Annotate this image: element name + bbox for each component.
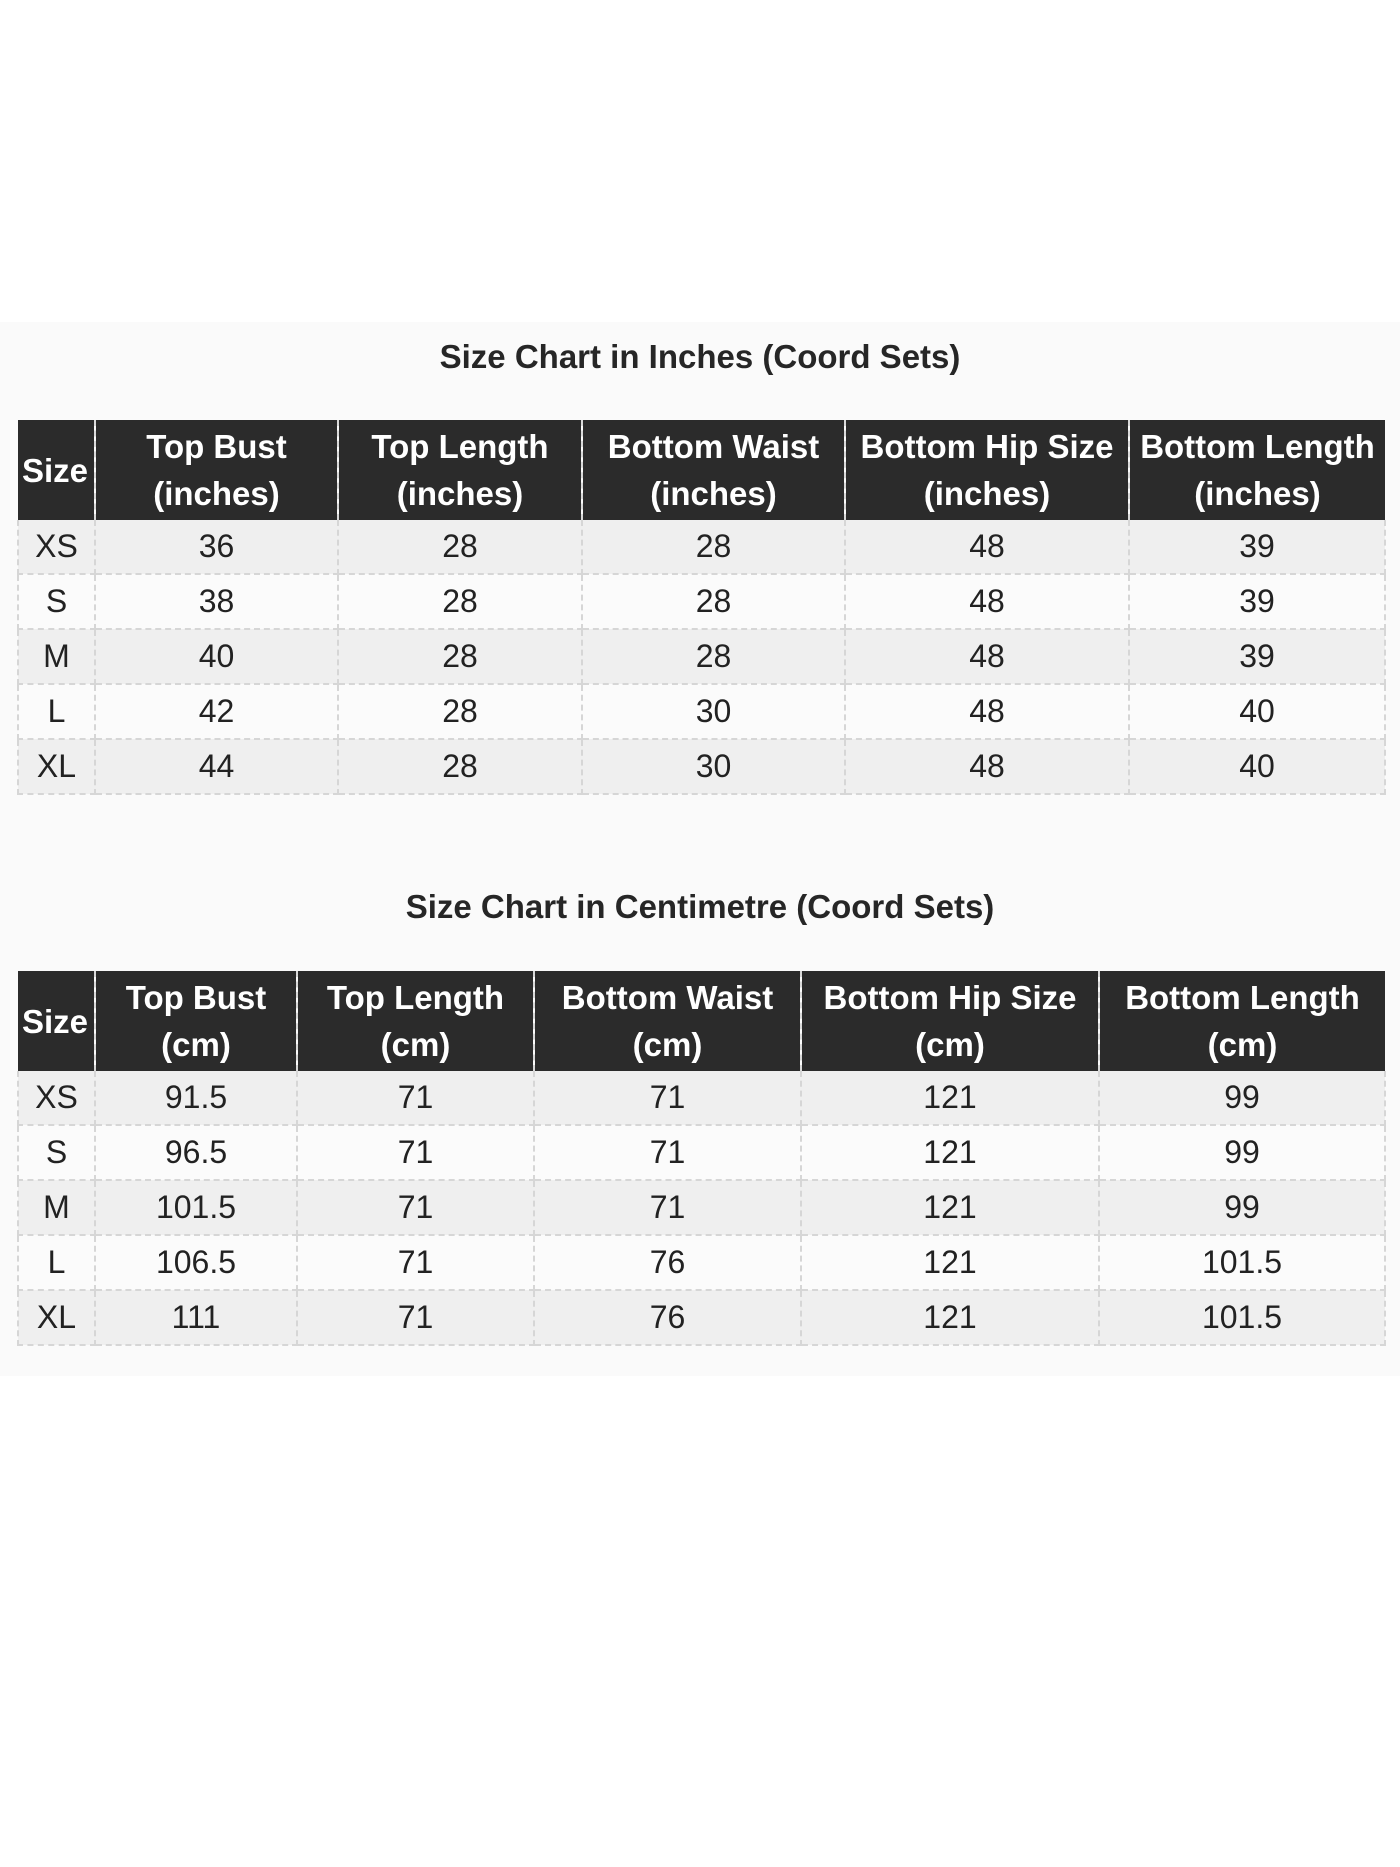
measurement-cell: 48 (845, 739, 1129, 794)
measurement-cell: 40 (1129, 739, 1385, 794)
table-row (18, 629, 1385, 684)
size-cell: L (18, 684, 95, 739)
size-cell: S (18, 574, 95, 629)
measurement-cell: 71 (534, 1071, 801, 1125)
measurement-cell: 121 (801, 1235, 1099, 1290)
column-header-line: Top Bust (125, 979, 267, 1016)
measurement-cell: 71 (297, 1235, 534, 1290)
column-header-line: (cm) (632, 1026, 703, 1063)
column-header-top-bust (95, 971, 297, 1071)
size-cell: XS (18, 520, 95, 574)
column-header-bottom-waist (534, 971, 801, 1071)
column-header-line: (cm) (161, 1026, 231, 1063)
measurement-cell: 71 (297, 1290, 534, 1345)
measurement-cell: 36 (95, 520, 338, 574)
table-header-row (18, 420, 1385, 520)
measurement-cell: 71 (297, 1125, 534, 1180)
measurement-cell: 39 (1129, 629, 1385, 684)
column-header-line: Top Length (371, 428, 549, 465)
measurement-cell: 111 (95, 1290, 297, 1345)
column-header-line: (inches) (650, 475, 777, 512)
column-header-top-length (338, 420, 582, 520)
measurement-cell: 101.5 (95, 1180, 297, 1235)
table-row (18, 1180, 1385, 1235)
column-header-line: Bottom Hip Size (823, 979, 1077, 1016)
table-row (18, 1290, 1385, 1345)
measurement-cell: 121 (801, 1071, 1099, 1125)
column-header-line: (inches) (153, 475, 280, 512)
column-header-line: Bottom Hip Size (860, 428, 1114, 465)
column-header-line: Bottom Length (1140, 428, 1375, 465)
measurement-cell: 71 (534, 1125, 801, 1180)
size-cell: M (18, 1180, 95, 1235)
measurement-cell: 39 (1129, 574, 1385, 629)
measurement-cell: 28 (582, 629, 845, 684)
measurement-cell: 38 (95, 574, 338, 629)
measurement-cell: 48 (845, 520, 1129, 574)
table-row (18, 684, 1385, 739)
measurement-cell: 44 (95, 739, 338, 794)
measurement-cell: 121 (801, 1290, 1099, 1345)
column-header-line: (inches) (396, 475, 524, 512)
measurement-cell: 48 (845, 574, 1129, 629)
column-header-line: (cm) (1207, 1026, 1278, 1063)
table-row (18, 574, 1385, 629)
measurement-cell: 96.5 (95, 1125, 297, 1180)
measurement-cell: 71 (297, 1180, 534, 1235)
measurement-cell: 106.5 (95, 1235, 297, 1290)
measurement-cell: 71 (534, 1180, 801, 1235)
column-header-bottom-hip-size (845, 420, 1129, 520)
measurement-cell: 48 (845, 629, 1129, 684)
column-header-bottom-length (1129, 420, 1385, 520)
measurement-cell: 42 (95, 684, 338, 739)
measurement-cell: 28 (338, 520, 582, 574)
column-header-line: Top Length (326, 979, 505, 1016)
measurement-cell: 30 (582, 684, 845, 739)
column-header-line: (inches) (923, 475, 1051, 512)
measurement-cell: 28 (338, 629, 582, 684)
measurement-cell: 101.5 (1099, 1235, 1385, 1290)
size-cell: XL (18, 739, 95, 794)
measurement-cell: 28 (582, 574, 845, 629)
size-cell: L (18, 1235, 95, 1290)
column-header-size (18, 971, 95, 1071)
measurement-cell: 40 (95, 629, 338, 684)
size-cell: XL (18, 1290, 95, 1345)
measurement-cell: 28 (338, 574, 582, 629)
size-cell: XS (18, 1071, 95, 1125)
measurement-cell: 121 (801, 1125, 1099, 1180)
measurement-cell: 76 (534, 1235, 801, 1290)
measurement-cell: 91.5 (95, 1071, 297, 1125)
size-cell: S (18, 1125, 95, 1180)
table-row (18, 1125, 1385, 1180)
column-header-bottom-waist (582, 420, 845, 520)
column-header-line: Size (22, 451, 89, 489)
cm-size-table (17, 971, 1386, 1346)
table-row (18, 520, 1385, 574)
measurement-cell: 121 (801, 1180, 1099, 1235)
measurement-cell: 28 (338, 739, 582, 794)
column-header-line: Bottom Waist (607, 428, 820, 465)
column-header-line: (inches) (1194, 475, 1321, 512)
table-row (18, 1235, 1385, 1290)
measurement-cell: 71 (297, 1071, 534, 1125)
measurement-cell: 101.5 (1099, 1290, 1385, 1345)
column-header-top-length (297, 971, 534, 1071)
column-header-top-bust (95, 420, 338, 520)
measurement-cell: 99 (1099, 1071, 1385, 1125)
column-header-line: Bottom Length (1125, 979, 1360, 1016)
measurement-cell: 99 (1099, 1180, 1385, 1235)
table-row (18, 1071, 1385, 1125)
cm-chart-title: Size Chart in Centimetre (Coord Sets) (405, 888, 995, 925)
column-header-line: Bottom Waist (561, 979, 774, 1016)
column-header-bottom-length (1099, 971, 1385, 1071)
column-header-line: Size (22, 1002, 89, 1040)
measurement-cell: 30 (582, 739, 845, 794)
column-header-bottom-hip-size (801, 971, 1099, 1071)
column-header-line: (cm) (380, 1026, 451, 1063)
column-header-line: Top Bust (146, 428, 287, 465)
measurement-cell: 99 (1099, 1125, 1385, 1180)
column-header-line: (cm) (915, 1026, 985, 1063)
measurement-cell: 28 (582, 520, 845, 574)
measurement-cell: 76 (534, 1290, 801, 1345)
measurement-cell: 28 (338, 684, 582, 739)
column-header-size (18, 420, 95, 520)
measurement-cell: 39 (1129, 520, 1385, 574)
table-header-row (18, 971, 1385, 1071)
size-cell: M (18, 629, 95, 684)
measurement-cell: 48 (845, 684, 1129, 739)
inches-size-table (17, 420, 1386, 795)
inches-chart-title: Size Chart in Inches (Coord Sets) (439, 338, 961, 375)
table-row (18, 739, 1385, 794)
measurement-cell: 40 (1129, 684, 1385, 739)
